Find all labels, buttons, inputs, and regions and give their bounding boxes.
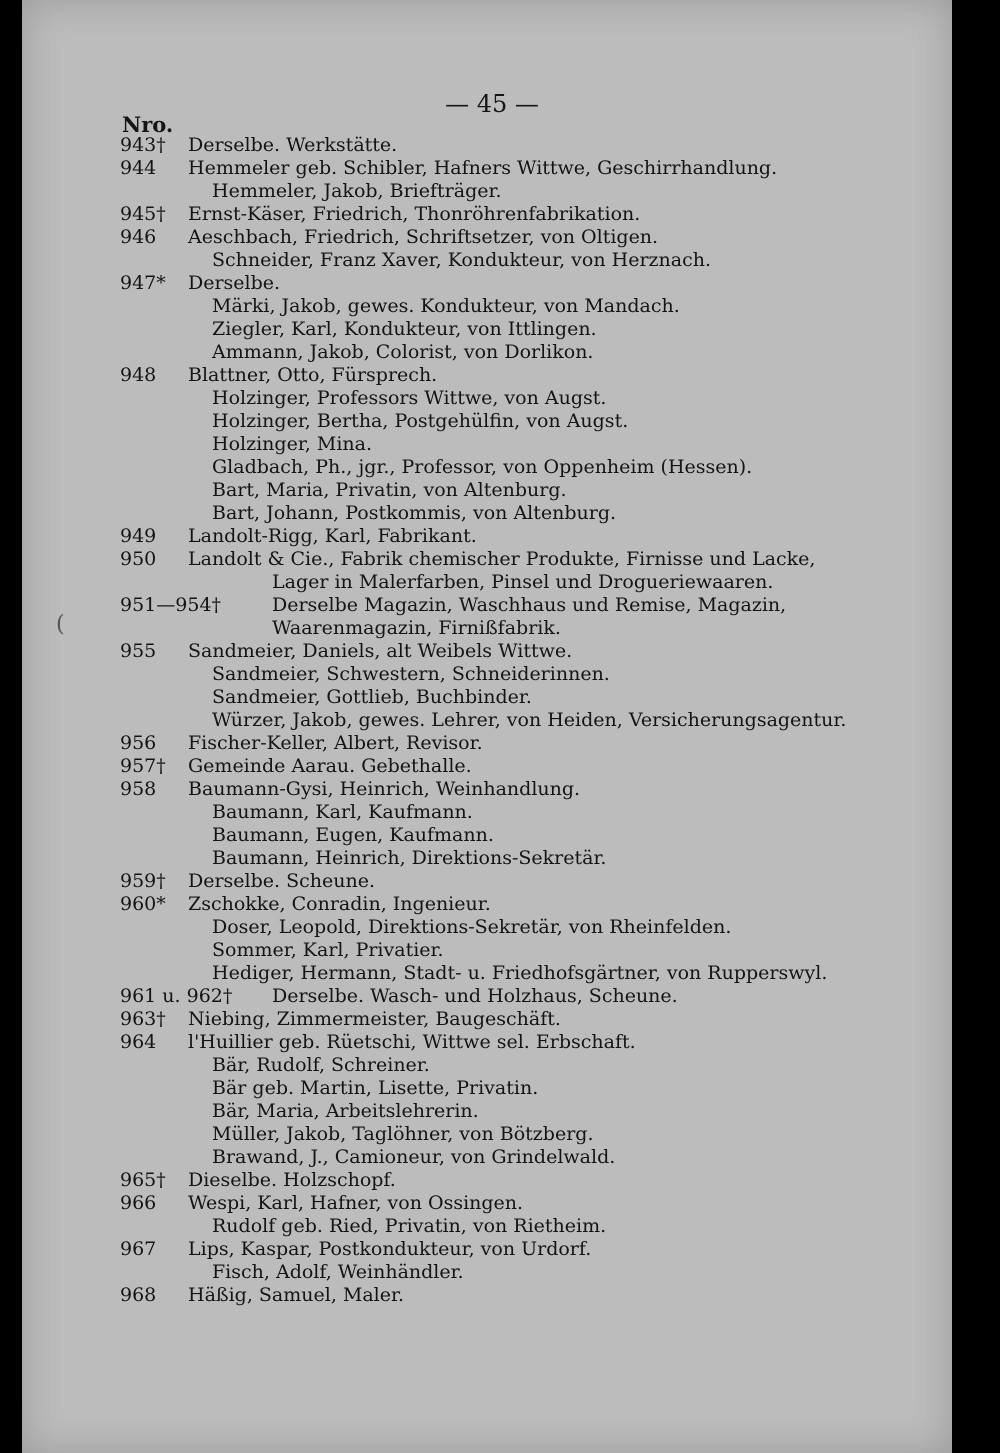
list-item <box>22 548 952 571</box>
list-item <box>22 1215 952 1238</box>
entry-text: Gladbach, Ph., jgr., Professor, von Oppenheim (Hessen). <box>212 456 753 478</box>
entry-text: Sandmeier, Daniels, alt Weibels Wittwe. <box>188 640 573 662</box>
list-item <box>22 1238 952 1261</box>
list-item <box>22 1054 952 1077</box>
entry-text: Ziegler, Karl, Kondukteur, von Ittlingen. <box>212 318 597 340</box>
house-number: 963† <box>120 1008 166 1030</box>
entry-text: Baumann-Gysi, Heinrich, Weinhandlung. <box>188 778 581 800</box>
house-number: 964 <box>120 1031 157 1053</box>
list-item <box>22 1077 952 1100</box>
entry-text: Sommer, Karl, Privatier. <box>212 939 444 961</box>
list-item <box>22 180 952 203</box>
house-number: 949 <box>120 525 157 547</box>
house-number: 959† <box>120 870 166 892</box>
entry-text: Hemmeler, Jakob, Briefträger. <box>212 180 502 202</box>
entry-text: Derselbe. Wasch- und Holzhaus, Scheune. <box>272 985 678 1007</box>
list-item <box>22 134 952 157</box>
entry-text: Niebing, Zimmermeister, Baugeschäft. <box>188 1008 561 1030</box>
list-item <box>22 755 952 778</box>
list-item <box>22 1031 952 1054</box>
list-item <box>22 502 952 525</box>
entry-text: Baumann, Heinrich, Direktions-Sekretär. <box>212 847 607 869</box>
entry-text: Sandmeier, Gottlieb, Buchbinder. <box>212 686 532 708</box>
house-number: 944 <box>120 157 157 179</box>
list-item <box>22 525 952 548</box>
list-item <box>22 732 952 755</box>
list-item <box>22 1284 952 1307</box>
list-item <box>22 939 952 962</box>
entry-text: Müller, Jakob, Taglöhner, von Bötzberg. <box>212 1123 594 1145</box>
entry-text: Holzinger, Mina. <box>212 433 373 455</box>
list-item <box>22 617 952 640</box>
house-number: 955 <box>120 640 157 662</box>
entry-text: Holzinger, Bertha, Postgehülfin, von Augst. <box>212 410 629 432</box>
entry-text: Rudolf geb. Ried, Privatin, von Rietheim. <box>212 1215 607 1237</box>
entry-text: Bart, Johann, Postkommis, von Altenburg. <box>212 502 617 524</box>
house-number: 945† <box>120 203 166 225</box>
list-item <box>22 387 952 410</box>
entry-text: Fischer-Keller, Albert, Revisor. <box>188 732 483 754</box>
list-item <box>22 1123 952 1146</box>
entry-text: Würzer, Jakob, gewes. Lehrer, von Heiden, Versicherungsagentur. <box>212 709 847 731</box>
entry-text: Dieselbe. Holzschopf. <box>188 1169 396 1191</box>
entry-text: Schneider, Franz Xaver, Kondukteur, von Herznach. <box>212 249 712 271</box>
list-item <box>22 1008 952 1031</box>
list-item <box>22 571 952 594</box>
entry-text: Ernst-Käser, Friedrich, Thonröhrenfabrikation. <box>188 203 641 225</box>
house-number: 947* <box>120 272 166 294</box>
entry-text: Wespi, Karl, Hafner, von Ossingen. <box>188 1192 524 1214</box>
house-number: 966 <box>120 1192 157 1214</box>
entry-text: Bart, Maria, Privatin, von Altenburg. <box>212 479 567 501</box>
address-entry-list <box>22 134 952 1307</box>
list-item <box>22 249 952 272</box>
entry-text: Brawand, J., Camioneur, von Grindelwald. <box>212 1146 616 1168</box>
entry-text: Bär, Rudolf, Schreiner. <box>212 1054 430 1076</box>
list-item <box>22 962 952 985</box>
list-item <box>22 1100 952 1123</box>
list-item <box>22 410 952 433</box>
entry-text: Bär, Maria, Arbeitslehrerin. <box>212 1100 479 1122</box>
entry-text: Holzinger, Professors Wittwe, von Augst. <box>212 387 607 409</box>
entry-text: Blattner, Otto, Fürsprech. <box>188 364 438 386</box>
house-number: 967 <box>120 1238 157 1260</box>
list-item <box>22 203 952 226</box>
list-item <box>22 709 952 732</box>
entry-text: Lips, Kaspar, Postkondukteur, von Urdorf. <box>188 1238 592 1260</box>
entry-text: Lager in Malerfarben, Pinsel und Drogueriewaaren. <box>272 571 774 593</box>
list-item <box>22 801 952 824</box>
entry-text: Fisch, Adolf, Weinhändler. <box>212 1261 464 1283</box>
entry-text: Baumann, Karl, Kaufmann. <box>212 801 473 823</box>
list-item <box>22 778 952 801</box>
entry-text: Derselbe. Werkstätte. <box>188 134 398 156</box>
list-item <box>22 686 952 709</box>
list-item <box>22 272 952 295</box>
list-item <box>22 295 952 318</box>
list-item <box>22 893 952 916</box>
list-item <box>22 824 952 847</box>
list-item <box>22 1261 952 1284</box>
list-item <box>22 640 952 663</box>
entry-text: Doser, Leopold, Direktions-Sekretär, von Rheinfelden. <box>212 916 732 938</box>
entry-text: Derselbe Magazin, Waschhaus und Remise, Magazin, <box>272 594 787 616</box>
list-item <box>22 594 952 617</box>
entry-text: Ammann, Jakob, Colorist, von Dorlikon. <box>212 341 594 363</box>
house-number: 956 <box>120 732 157 754</box>
entry-text: Aeschbach, Friedrich, Schriftsetzer, von Oltigen. <box>188 226 659 248</box>
house-number: 950 <box>120 548 157 570</box>
margin-pencil-mark: ( <box>56 612 65 637</box>
list-item <box>22 916 952 939</box>
house-number: 965† <box>120 1169 166 1191</box>
list-item <box>22 364 952 387</box>
list-item <box>22 341 952 364</box>
list-item <box>22 870 952 893</box>
list-item <box>22 157 952 180</box>
entry-text: Derselbe. Scheune. <box>188 870 376 892</box>
entry-text: Märki, Jakob, gewes. Kondukteur, von Mandach. <box>212 295 680 317</box>
entry-text: Häßig, Samuel, Maler. <box>188 1284 405 1306</box>
document-page <box>22 0 952 1453</box>
list-item <box>22 456 952 479</box>
list-item <box>22 318 952 341</box>
list-item <box>22 663 952 686</box>
house-number: 958 <box>120 778 157 800</box>
house-number: 960* <box>120 893 166 915</box>
list-item <box>22 433 952 456</box>
house-number: 946 <box>120 226 157 248</box>
list-item <box>22 1146 952 1169</box>
list-item <box>22 226 952 249</box>
entry-text: Bär geb. Martin, Lisette, Privatin. <box>212 1077 539 1099</box>
list-item <box>22 1169 952 1192</box>
list-item <box>22 985 952 1008</box>
house-number: 951—954† <box>120 594 222 616</box>
entry-text: Derselbe. <box>188 272 281 294</box>
entry-text: Gemeinde Aarau. Gebethalle. <box>188 755 472 777</box>
entry-text: Landolt & Cie., Fabrik chemischer Produkte, Firnisse und Lacke, <box>188 548 816 570</box>
house-number: 948 <box>120 364 157 386</box>
house-number: 968 <box>120 1284 157 1306</box>
entry-text: Zschokke, Conradin, Ingenieur. <box>188 893 491 915</box>
list-item <box>22 1192 952 1215</box>
house-number: 957† <box>120 755 166 777</box>
column-header-nro: Nro. <box>122 112 174 137</box>
list-item <box>22 479 952 502</box>
entry-text: Landolt-Rigg, Karl, Fabrikant. <box>188 525 477 547</box>
entry-text: Hemmeler geb. Schibler, Hafners Wittwe, Geschirrhandlung. <box>188 157 778 179</box>
entry-text: Sandmeier, Schwestern, Schneiderinnen. <box>212 663 610 685</box>
entry-text: Baumann, Eugen, Kaufmann. <box>212 824 494 846</box>
entry-text: Waarenmagazin, Firnißfabrik. <box>272 617 561 639</box>
entry-text: Hediger, Hermann, Stadt- u. Friedhofsgärtner, von Rupperswyl. <box>212 962 828 984</box>
house-number: 943† <box>120 134 166 156</box>
entry-text: l'Huillier geb. Rüetschi, Wittwe sel. Erbschaft. <box>188 1031 636 1053</box>
list-item <box>22 847 952 870</box>
page-number: — 45 — <box>445 90 539 118</box>
house-number: 961 u. 962† <box>120 985 233 1007</box>
